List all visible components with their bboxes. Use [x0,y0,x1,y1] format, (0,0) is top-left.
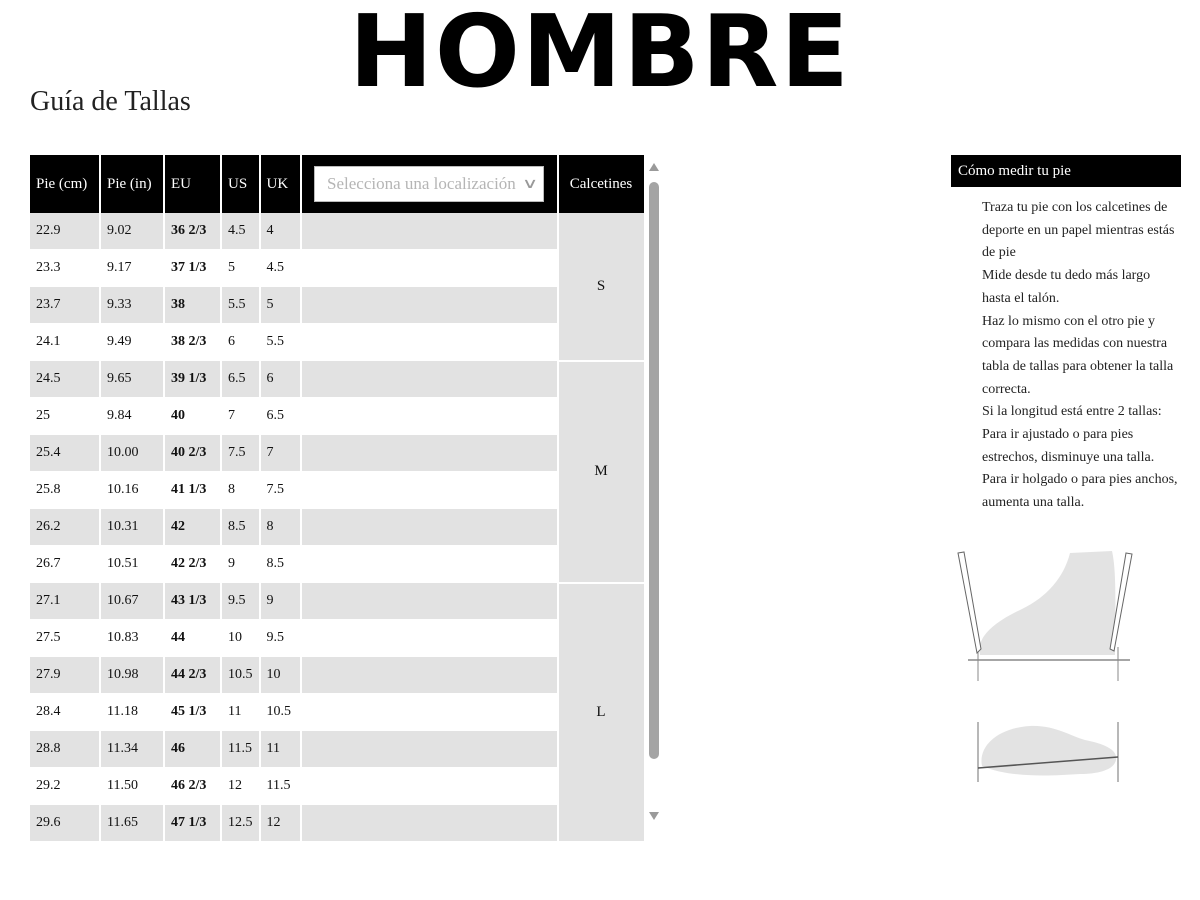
measure-step: Traza tu pie con los calcetines de deporte en un papel mientras estás de pie [982,200,1175,261]
cell-locale [301,694,558,731]
cell-foot-cm: 27.9 [30,657,100,694]
header-foot-in: Pie (in) [100,155,164,213]
table-row [30,657,644,694]
cell-us: 9 [221,546,260,583]
cell-locale [301,546,558,583]
cell-us: 4.5 [221,213,260,250]
table-row [30,768,644,805]
cell-eu: 38 2/3 [164,324,221,361]
scroll-down-arrow-icon[interactable] [649,812,659,820]
header-locale-cell [301,155,558,213]
cell-uk: 9 [260,583,301,620]
cell-locale [301,213,558,250]
cell-locale [301,472,558,509]
cell-uk: 5 [260,287,301,324]
cell-us: 6.5 [221,361,260,398]
cell-us: 9.5 [221,583,260,620]
table-row [30,731,644,768]
table-row [30,361,644,398]
sock-size-cell: L [558,583,644,842]
cell-us: 10.5 [221,657,260,694]
table-row [30,398,644,435]
cell-us: 8.5 [221,509,260,546]
cell-eu: 45 1/3 [164,694,221,731]
cell-foot-cm: 29.2 [30,768,100,805]
cell-us: 12.5 [221,805,260,842]
cell-foot-in: 10.83 [100,620,164,657]
measure-step: Haz lo mismo con el otro pie y compara las medidas con nuestra tabla de tallas para obtener la talla correcta. [982,313,1174,397]
cell-foot-cm: 22.9 [30,213,100,250]
locale-select-placeholder: Selecciona una localización [327,174,516,193]
cell-eu: 42 [164,509,221,546]
cell-foot-cm: 29.6 [30,805,100,842]
cell-us: 11.5 [221,731,260,768]
cell-us: 11 [221,694,260,731]
scroll-thumb[interactable] [649,182,659,759]
cell-locale [301,620,558,657]
cell-foot-in: 9.17 [100,250,164,287]
cell-us: 6 [221,324,260,361]
cell-locale [301,657,558,694]
cell-locale [301,287,558,324]
cell-foot-in: 11.18 [100,694,164,731]
cell-foot-in: 9.33 [100,287,164,324]
cell-foot-cm: 26.2 [30,509,100,546]
table-row [30,213,644,250]
measure-instructions [951,187,1181,515]
measure-panel [951,155,1181,515]
cell-uk: 10 [260,657,301,694]
cell-uk: 8 [260,509,301,546]
cell-locale [301,361,558,398]
cell-uk: 11.5 [260,768,301,805]
table-row [30,250,644,287]
cell-eu: 37 1/3 [164,250,221,287]
cell-uk: 7 [260,435,301,472]
cell-foot-in: 10.00 [100,435,164,472]
cell-locale [301,805,558,842]
cell-eu: 46 [164,731,221,768]
header-foot-cm: Pie (cm) [30,155,100,213]
cell-foot-cm: 25.4 [30,435,100,472]
header-uk: UK [260,155,301,213]
table-scrollbar[interactable] [647,160,661,820]
cell-foot-in: 10.98 [100,657,164,694]
header-eu: EU [164,155,221,213]
cell-foot-in: 10.16 [100,472,164,509]
cell-eu: 44 2/3 [164,657,221,694]
foot-top-illustration [970,716,1130,788]
cell-eu: 40 [164,398,221,435]
cell-foot-cm: 27.5 [30,620,100,657]
cell-locale [301,250,558,287]
cell-locale [301,583,558,620]
cell-uk: 10.5 [260,694,301,731]
table-row [30,805,644,842]
cell-foot-cm: 25 [30,398,100,435]
foot-side-illustration [952,543,1134,683]
cell-uk: 6 [260,361,301,398]
cell-uk: 6.5 [260,398,301,435]
cell-locale [301,509,558,546]
cell-locale [301,435,558,472]
cell-foot-cm: 25.8 [30,472,100,509]
cell-foot-in: 10.31 [100,509,164,546]
table-header-row [30,155,644,213]
header-us: US [221,155,260,213]
cell-eu: 39 1/3 [164,361,221,398]
cell-eu: 43 1/3 [164,583,221,620]
cell-us: 10 [221,620,260,657]
cell-us: 5 [221,250,260,287]
hombre-banner: HOMBRE [349,0,851,110]
cell-foot-in: 10.67 [100,583,164,620]
scroll-up-arrow-icon[interactable] [649,163,659,171]
cell-foot-cm: 23.7 [30,287,100,324]
cell-foot-in: 11.65 [100,805,164,842]
measure-step: Mide desde tu dedo más largo hasta el talón. [982,268,1151,306]
cell-eu: 41 1/3 [164,472,221,509]
size-table [30,155,644,843]
cell-uk: 12 [260,805,301,842]
table-body [30,213,644,842]
cell-eu: 40 2/3 [164,435,221,472]
cell-uk: 7.5 [260,472,301,509]
header-socks: Calcetines [558,155,644,213]
cell-foot-cm: 27.1 [30,583,100,620]
cell-foot-cm: 23.3 [30,250,100,287]
table-row [30,546,644,583]
cell-eu: 38 [164,287,221,324]
table-row [30,435,644,472]
table-row [30,324,644,361]
cell-foot-cm: 28.4 [30,694,100,731]
cell-uk: 5.5 [260,324,301,361]
sock-size-cell: M [558,361,644,583]
measure-step: Para ir holgado o para pies anchos, aumenta una talla. [982,472,1178,511]
cell-locale [301,324,558,361]
cell-eu: 46 2/3 [164,768,221,805]
cell-foot-in: 9.49 [100,324,164,361]
cell-foot-in: 9.65 [100,361,164,398]
cell-foot-in: 11.34 [100,731,164,768]
cell-uk: 9.5 [260,620,301,657]
chevron-down-icon: ∨ [521,176,539,192]
cell-us: 8 [221,472,260,509]
cell-uk: 4 [260,213,301,250]
table-row [30,583,644,620]
cell-foot-in: 11.50 [100,768,164,805]
table-row [30,694,644,731]
cell-foot-in: 9.02 [100,213,164,250]
cell-locale [301,731,558,768]
cell-eu: 42 2/3 [164,546,221,583]
cell-uk: 4.5 [260,250,301,287]
measure-title: Cómo medir tu pie [951,155,1181,187]
table-row [30,472,644,509]
cell-eu: 47 1/3 [164,805,221,842]
cell-foot-in: 9.84 [100,398,164,435]
page-title: Guía de Tallas [30,86,191,117]
cell-us: 12 [221,768,260,805]
table-row [30,620,644,657]
cell-foot-in: 10.51 [100,546,164,583]
cell-us: 7.5 [221,435,260,472]
cell-foot-cm: 28.8 [30,731,100,768]
cell-locale [301,768,558,805]
table-row [30,509,644,546]
sock-size-cell: S [558,213,644,361]
cell-locale [301,398,558,435]
table-row [30,287,644,324]
cell-uk: 11 [260,731,301,768]
measure-step: Si la longitud está entre 2 tallas: [982,404,1162,420]
cell-us: 7 [221,398,260,435]
cell-foot-cm: 26.7 [30,546,100,583]
cell-us: 5.5 [221,287,260,324]
measure-step: Para ir ajustado o para pies estrechos, disminuye una talla. [982,427,1155,465]
cell-eu: 36 2/3 [164,213,221,250]
cell-foot-cm: 24.5 [30,361,100,398]
locale-select[interactable] [314,166,544,202]
cell-uk: 8.5 [260,546,301,583]
cell-eu: 44 [164,620,221,657]
cell-foot-cm: 24.1 [30,324,100,361]
